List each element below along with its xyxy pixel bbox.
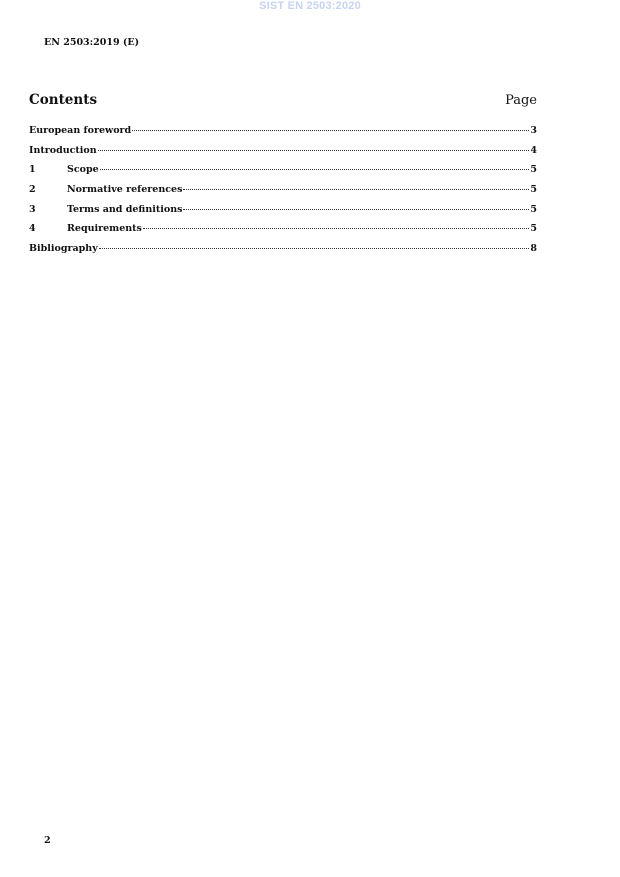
toc-entry-page: 5 [530,164,537,176]
toc-entry-page: 8 [530,243,537,255]
toc-entry-number: 1 [29,164,36,176]
toc-leader-dots [143,228,529,229]
toc-entry-page: 3 [530,125,537,136]
toc-entry-number: 3 [29,203,36,215]
toc-entry-label: Terms and definitions [67,203,183,215]
toc-entry-requirements[interactable] [29,223,537,243]
watermark: SIST EN 2503:2020 [259,0,361,12]
toc-title: Contents [29,92,98,108]
toc-entry-european-foreword[interactable] [29,125,537,145]
toc-entry-number: 2 [29,184,36,196]
toc-leader-dots [98,150,530,151]
toc-entry-label: Normative references [67,184,183,196]
toc-header [29,92,537,108]
toc-entry-label: Introduction [29,144,97,156]
document-id: EN 2503:2019 (E) [44,37,140,48]
toc-entry-introduction[interactable] [29,145,537,165]
toc-entry-page: 5 [530,223,537,235]
toc-entry-page: 5 [530,184,537,196]
toc-entry-page: 5 [530,203,537,215]
toc-entry-number: 4 [29,223,36,235]
toc-entry-bibliography[interactable] [29,243,537,263]
toc-leader-dots [132,130,529,131]
toc-entry-label: Requirements [67,223,142,235]
toc-page-column-label: Page [505,93,537,108]
toc-entry-terms-and-definitions[interactable] [29,204,537,224]
table-of-contents [29,125,537,263]
toc-entry-scope[interactable] [29,164,537,184]
toc-leader-dots [100,169,530,170]
toc-leader-dots [183,189,529,190]
page-number: 2 [44,835,51,846]
toc-entry-label: Bibliography [29,243,98,255]
toc-entry-normative-references[interactable] [29,184,537,204]
toc-entry-page: 4 [530,144,537,156]
toc-leader-dots [183,209,529,210]
toc-leader-dots [99,248,530,249]
toc-entry-label: European foreword [29,125,132,136]
toc-entry-label: Scope [67,164,99,176]
